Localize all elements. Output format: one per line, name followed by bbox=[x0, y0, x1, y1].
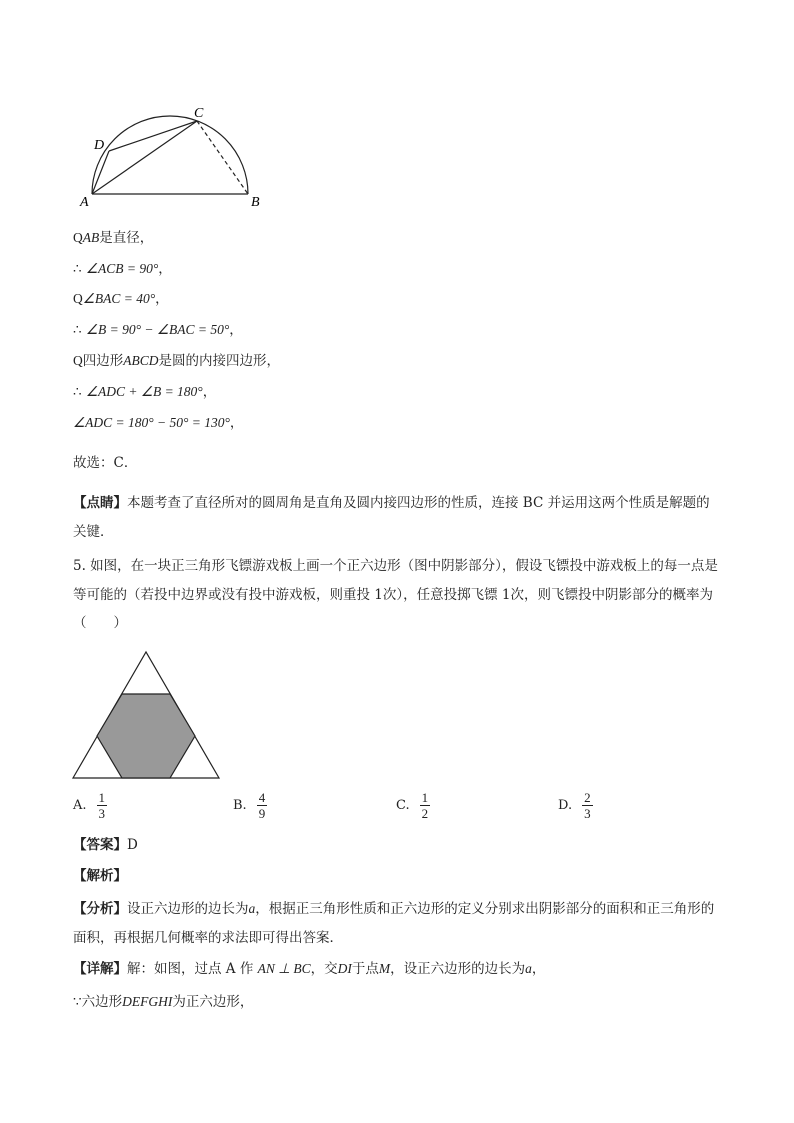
chord-dc bbox=[109, 121, 197, 151]
solution-line-2: ∴ ∠ACB = 90°， bbox=[73, 261, 172, 277]
chord-cb-dashed bbox=[197, 121, 248, 194]
chord-ac bbox=[92, 121, 197, 194]
analysis-heading: 【解析】 bbox=[73, 868, 127, 884]
solution-line-4: ∴ ∠B = 90° − ∠BAC = 50°， bbox=[73, 322, 243, 338]
answer-line: 【答案】D bbox=[73, 837, 138, 853]
label-d: D bbox=[94, 138, 105, 153]
option-c-fraction: $\frac{1}{2}$ bbox=[421, 790, 429, 821]
semicircle-arc bbox=[92, 116, 248, 194]
xiangjie-line: 【详解】解：如图，过点 A 作 AN ⊥ BC，交DI于点M，设正六边形的边长为a， bbox=[73, 961, 546, 977]
question-5-text: 5. 如图，在一块正三角形飞镖游戏板上画一个正六边形（图中阴影部分），假设飞镖投中游戏板上的每一点是等可能的（若投中边界或没有投中游戏板，则重投 1次），任意投掷飞镖 1次，则飞镖投中阴影部分的概率为（ ） bbox=[73, 558, 718, 631]
option-a[interactable]: A. $\frac{1}{3}$ bbox=[73, 790, 106, 821]
label-b: B bbox=[251, 195, 260, 210]
fenxi-paragraph: 【分析】设正六边形的边长为a，根据正三角形性质和正六边形的定义分别求出阴影部分的面积和正三角形的面积，再根据几何概率的求法即可得出答案． bbox=[73, 901, 715, 946]
label-a: A bbox=[80, 195, 89, 210]
option-b[interactable]: B. $\frac{4}{9}$ bbox=[233, 790, 266, 821]
solution-line-5: Q四边形ABCD是圆的内接四边形， bbox=[73, 353, 280, 369]
hexagon-statement: ∵六边形DEFGHI为正六边形， bbox=[73, 994, 254, 1010]
solution-line-1: QAB是直径， bbox=[73, 230, 154, 246]
comment-paragraph: 【点睛】本题考查了直径所对的圆周角是直角及圆内接四边形的性质，连接 BC 并运用这两个性质是解题的关键． bbox=[73, 495, 710, 540]
solution-line-3: Q∠BAC = 40°， bbox=[73, 291, 169, 307]
option-d-fraction: $\frac{2}{3}$ bbox=[584, 790, 591, 821]
solution-line-6: ∴ ∠ADC + ∠B = 180°， bbox=[73, 384, 217, 400]
solution-choice: 故选：C． bbox=[73, 455, 138, 471]
option-a-fraction: $\frac{1}{3}$ bbox=[98, 790, 106, 821]
semicircle-figure bbox=[70, 96, 280, 212]
option-b-fraction: $\frac{4}{9}$ bbox=[258, 790, 266, 821]
solution-line-7: ∠ADC = 180° − 50° = 130°， bbox=[73, 415, 244, 431]
triangle-hexagon-figure bbox=[70, 648, 222, 782]
label-c: C bbox=[194, 106, 204, 121]
option-c[interactable]: C. $\frac{1}{2}$ bbox=[396, 790, 429, 821]
option-d[interactable]: D. $\frac{2}{3}$ bbox=[558, 790, 591, 821]
